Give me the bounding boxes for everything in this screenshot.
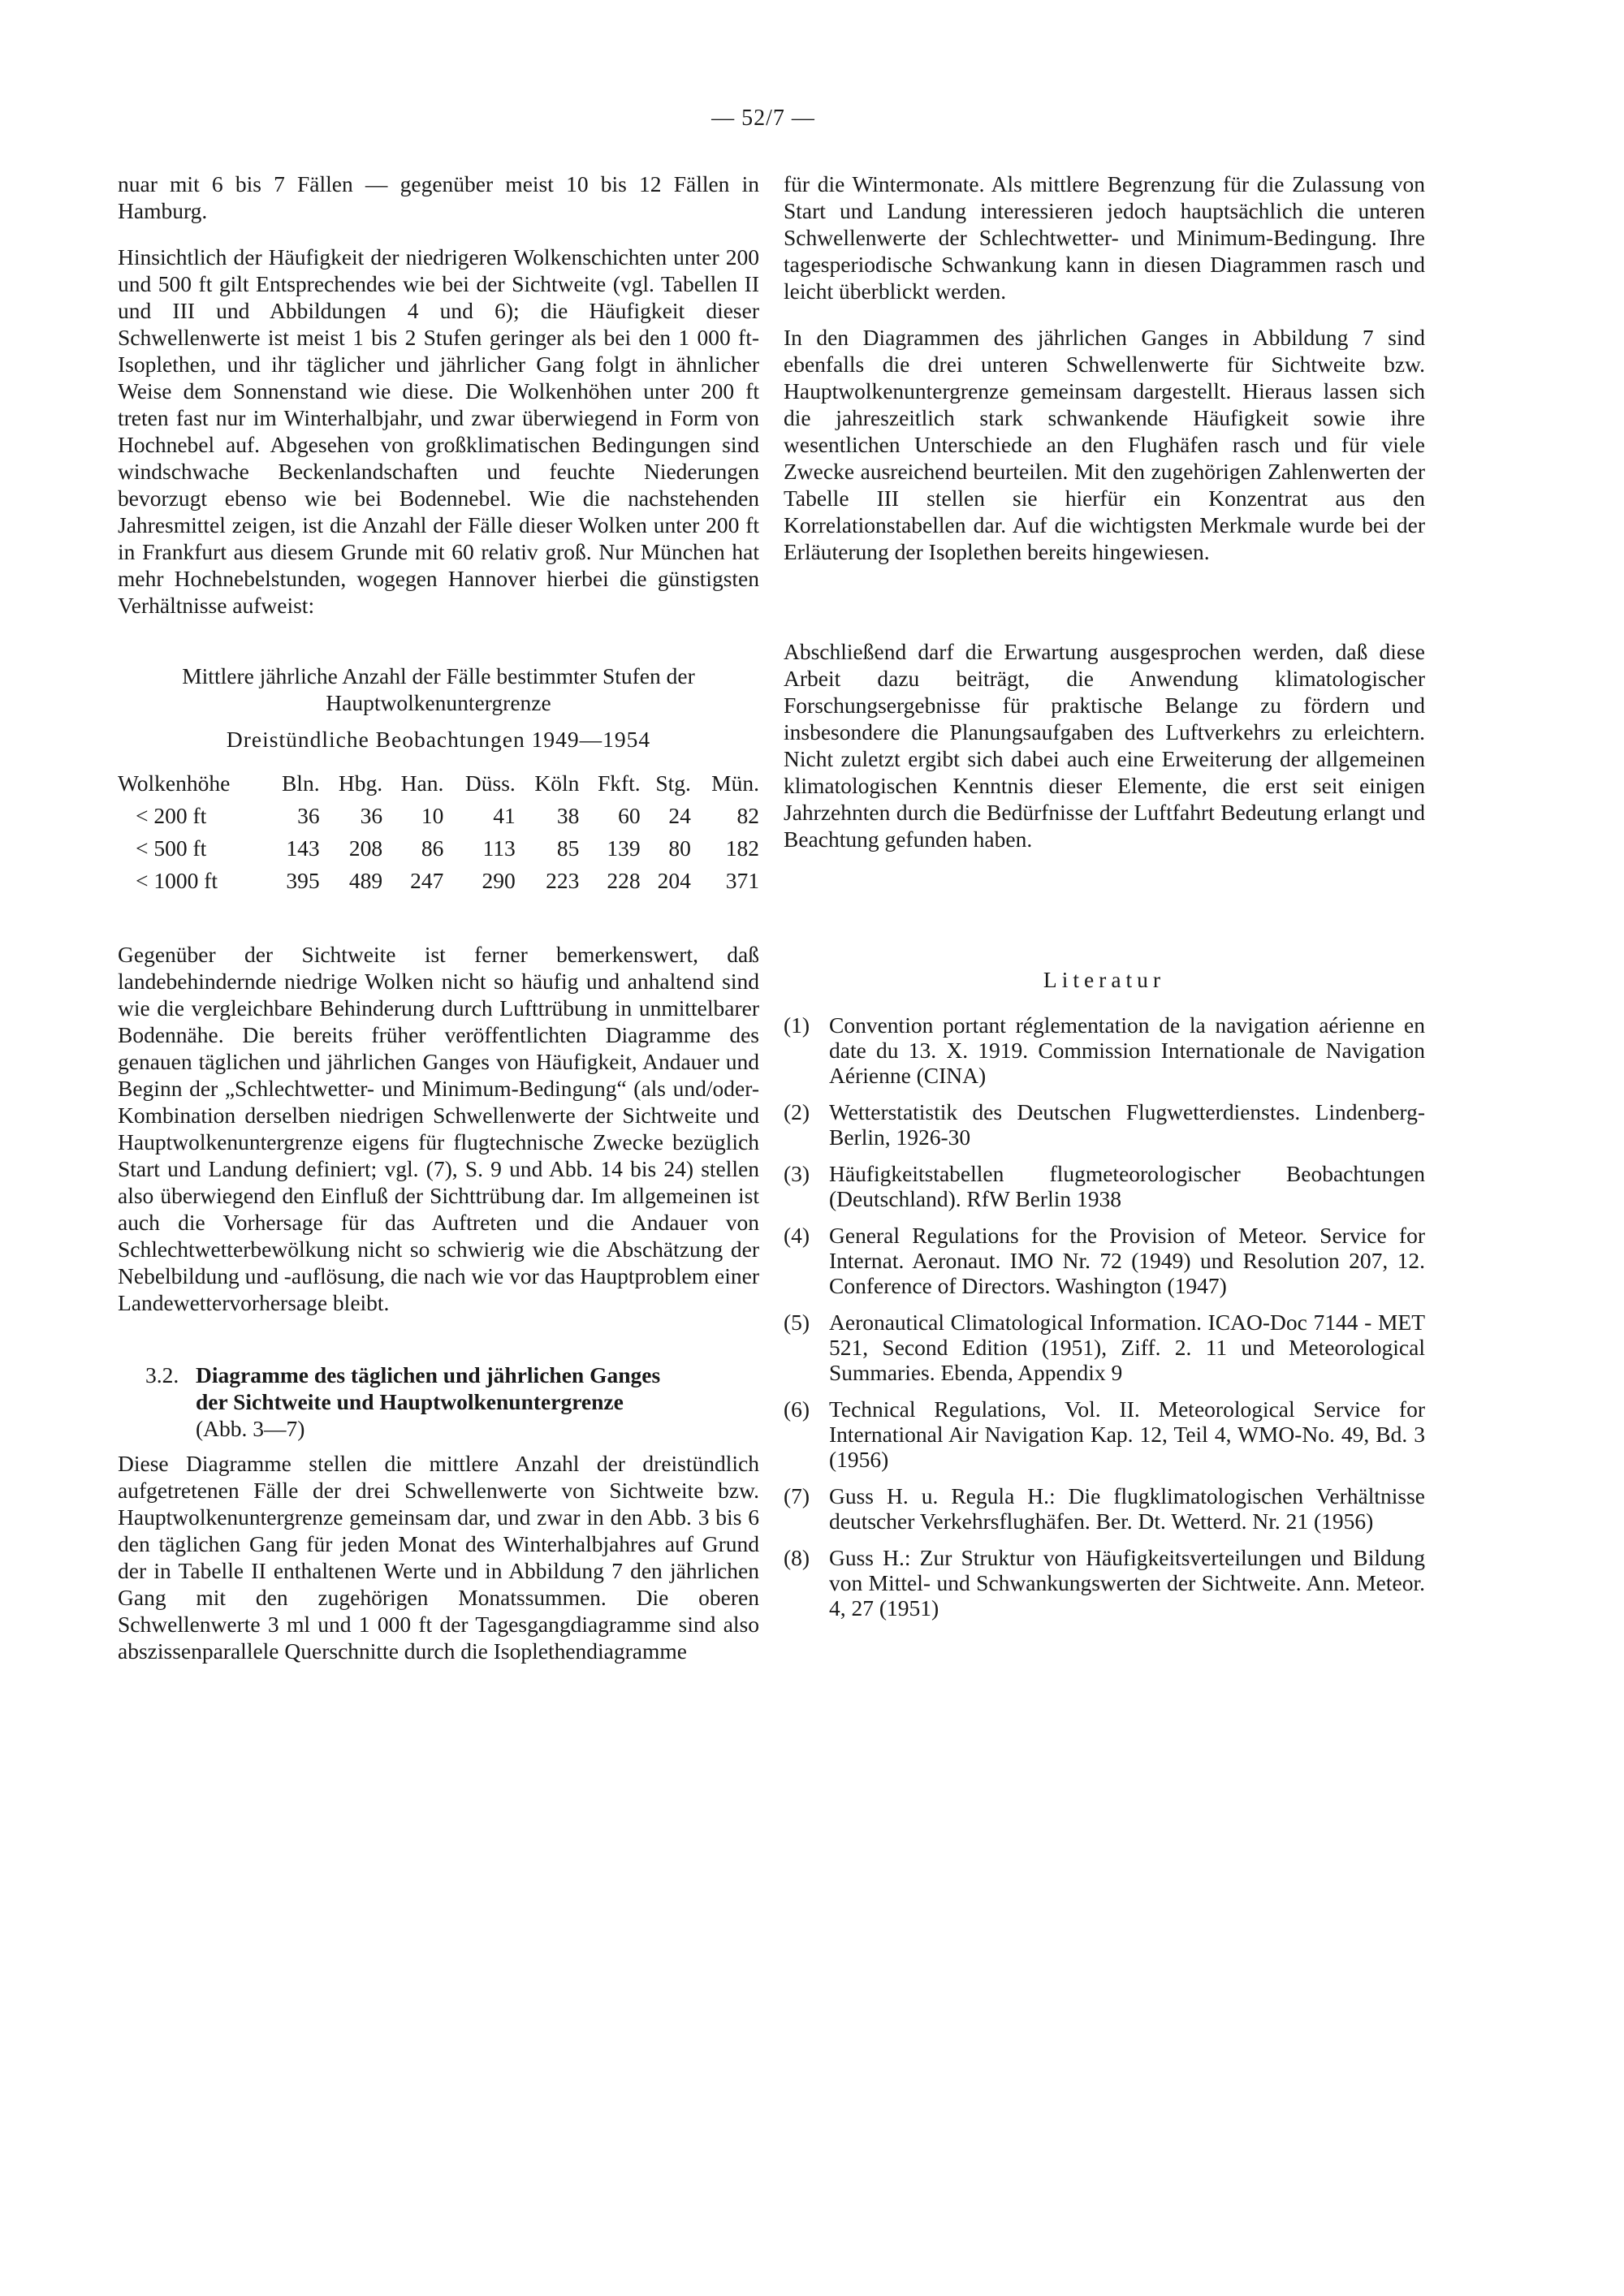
table-cell: 395 [286, 868, 320, 893]
table-header-cell: Bln. [281, 770, 320, 796]
table-cell: 36 [297, 803, 320, 828]
reference-number: (3) [784, 1161, 810, 1186]
table-cell: 41 [493, 803, 516, 828]
cloud-base-table-block [118, 662, 759, 897]
table-cell: < 1000 ft [136, 868, 218, 893]
reference-text: Aeronautical Climatological Information. ICAO-Doc 7144 - MET 521, Second Edition (1951), Ziff. 2. 11 und Meteorological Summaries. Ebenda, Appendix 9 [829, 1310, 1425, 1385]
table-cell: 290 [482, 868, 516, 893]
table-subtitle: Dreistündliche Beobachtungen 1949—1954 [226, 727, 651, 752]
table-cell: 36 [360, 803, 383, 828]
table-cell: 80 [668, 835, 691, 861]
table-header-cell: Köln [534, 770, 580, 796]
table-cell: 182 [725, 835, 759, 861]
reference-number: (5) [784, 1310, 810, 1335]
paragraph: für die Wintermonate. Als mittlere Begrenzung für die Zulassung von Start und Landung interessieren jedoch hauptsächlich die unteren Schwellenwerte der Schlechtwetter- und Minimum-Bedingung. Ihre tagesperiodische Schwankung kann in diesen Diagrammen rasch und leicht überblickt werden. [784, 171, 1425, 304]
reference-text: Guss H. u. Regula H.: Die flugklimatologischen Verhältnisse deutscher Verkehrsflughäfen. Ber. Dt. Wetterd. Nr. 21 (1956) [829, 1483, 1425, 1534]
table-cell: 371 [725, 868, 759, 893]
paragraph: Hinsichtlich der Häufigkeit der niedrigeren Wolkenschichten unter 200 und 500 ft gilt Entsprechendes wie bei der Sichtweite (vgl. Tabellen II und III und Abbildungen 4 und 6); die Häufigkeit dieser Schwellenwerte ist meist 1 bis 2 Stufen geringer als bei den 1 000 ft-Isoplethen, und ihr täglicher und jährlicher Gang folgt in ähnlicher Weise dem Sonnenstand wie diese. Die Wolkenhöhen unter 200 ft treten fast nur im Winterhalbjahr, und zwar überwiegend in Form von Hochnebel auf. Abgesehen von großklimatischen Bedingungen sind windschwache Beckenlandschaften und feuchte Niederungen bevorzugt ebenso wie bei Bodennebel. Wie die nachstehenden Jahresmittel zeigen, ist die Anzahl der Fälle dieser Wolken unter 200 ft in Frankfurt aus diesem Grunde mit 60 relativ groß. Nur München hat mehr Hochnebelstunden, wogegen Hannover hierbei die günstigsten Verhältnisse aufweist: [118, 244, 759, 618]
left-column [118, 170, 759, 1664]
paragraph: Abschließend darf die Erwartung ausgesprochen werden, daß diese Arbeit dazu beiträgt, die Anwendung klimatologischer Forschungsergebnisse für praktische Belange zu fördern und insbesondere die Planungsaufgaben des Luftverkehrs zu erleichtern. Nicht zuletzt ergibt sich dabei auch eine Erweiterung der allgemeinen klimatologischen Kenntnis dieser Elemente, die erst seit einigen Jahrzehnten durch die Bedürfnisse der Luftfahrt Bedeutung erlangt und Beachtung gefunden haben. [784, 639, 1425, 852]
table-header-cell: Han. [400, 770, 444, 796]
reference-item [784, 1545, 1425, 1621]
table-header-cell: Mün. [711, 770, 759, 796]
reference-text: Guss H.: Zur Struktur von Häufigkeitsverteilungen und Bildung von Mittel- und Schwankungswerten der Sichtweite. Ann. Meteor. 4, 27 (1951) [829, 1545, 1425, 1621]
page-number: — 52/7 — [711, 106, 815, 131]
reference-item [784, 1012, 1425, 1088]
table-cell: 24 [668, 803, 691, 828]
table-cell: 60 [618, 803, 641, 828]
table-header-cell: Düss. [464, 770, 516, 796]
reference-text: Technical Regulations, Vol. II. Meteorological Service for International Air Navigation Kap. 12, Teil 4, WMO-No. 49, Bd. 3 (1956) [829, 1396, 1425, 1472]
reference-number: (7) [784, 1483, 810, 1508]
reference-text: General Regulations for the Provision of Meteor. Service for Internat. Aeronaut. IMO Nr. 72 (1949) und Resolution 207, 12. Conference of Directors. Washington (1947) [829, 1223, 1425, 1298]
reference-item [784, 1396, 1425, 1472]
section-title: Diagramme des täglichen und jährlichen Ganges [196, 1362, 661, 1388]
reference-item [784, 1310, 1425, 1385]
reference-list [784, 1012, 1425, 1621]
reference-number: (8) [784, 1545, 810, 1570]
reference-text: Wetterstatistik des Deutschen Flugwetterdienstes. Lindenberg-Berlin, 1926-30 [829, 1099, 1425, 1150]
table-cell: < 500 ft [136, 835, 207, 861]
table-title: Mittlere jährliche Anzahl der Fälle bestimmter Stufen der Hauptwolkenuntergrenze [182, 663, 695, 715]
reference-item [784, 1161, 1425, 1211]
table-header-row [118, 767, 759, 800]
table-cell: 139 [607, 835, 641, 861]
section-figure-ref: (Abb. 3—7) [196, 1416, 305, 1441]
reference-text: Convention portant réglementation de la navigation aérienne en date du 13. X. 1919. Commission Internationale de Navigation Aérienne (CINA) [829, 1012, 1425, 1088]
section-title-continued: der Sichtweite und Hauptwolkenuntergrenze [196, 1389, 624, 1414]
table-header-cell: Wolkenhöhe [118, 770, 231, 796]
paragraph: In den Diagrammen des jährlichen Ganges in Abbildung 7 sind ebenfalls die drei unteren Schwellenwerte für Sichtweite bzw. Hauptwolkenuntergrenze gemeinsam dargestellt. Hieraus lassen sich die jahreszeitlich stark schwankende Häufigkeit sowie ihre wesentlichen Unterschiede an den Flughäfen rasch und für viele Zwecke ausreichend beurteilen. Mit den zugehörigen Zahlenwerten der Tabelle III stellen sie hierfür ein Konzentrat aus den Korrelationstabellen dar. Auf die wichtigsten Merkmale wurde bei der Erläuterung der Isoplethen bereits hingewiesen. [784, 325, 1425, 564]
table-cell: 489 [348, 868, 383, 893]
table-cell: < 200 ft [136, 803, 207, 828]
references-heading: Literatur [1043, 967, 1166, 992]
table-cell: 10 [421, 803, 444, 828]
paragraph: nuar mit 6 bis 7 Fällen — gegenüber meist 10 bis 12 Fällen in Hamburg. [118, 171, 759, 223]
paragraph: Diese Diagramme stellen die mittlere Anzahl der dreistündlich aufgetretenen Fälle der drei Schwellenwerte von Sichtweite bzw. Hauptwolkenuntergrenze gemeinsam dar, und zwar in den Abb. 3 bis 6 den täglichen Gang für jeden Monat des Winterhalbjahres auf Grund der in Tabelle II enthaltenen Werte und in Abbildung 7 den jährlichen Gang mit den zugehörigen Monatssummen. Die oberen Schwellenwerte 3 ml und 1 000 ft der Tagesgangdiagramme sind also abszissenparallele Querschnitte durch die Isoplethendiagramme [118, 1451, 759, 1664]
section-number: 3.2. [145, 1362, 179, 1388]
table-cell: 204 [657, 868, 691, 893]
reference-number: (1) [784, 1012, 810, 1038]
right-column [784, 170, 1425, 1621]
table-cell: 247 [410, 868, 444, 893]
table-cell: 85 [556, 835, 580, 861]
reference-text: Häufigkeitstabellen flugmeteorologischer Beobachtungen (Deutschland). RfW Berlin 1938 [829, 1161, 1425, 1211]
table-cell: 228 [607, 868, 641, 893]
table-header-cell: Stg. [655, 770, 691, 796]
table-header-cell: Hbg. [338, 770, 383, 796]
cloud-base-table [118, 767, 759, 897]
reference-number: (2) [784, 1099, 810, 1124]
reference-item [784, 1099, 1425, 1150]
table-cell: 223 [546, 868, 580, 893]
table-cell: 113 [482, 835, 516, 861]
reference-item [784, 1223, 1425, 1298]
table-cell: 82 [736, 803, 759, 828]
paragraph: Gegenüber der Sichtweite ist ferner bemerkenswert, daß landebehindernde niedrige Wolken nicht so häufig und anhaltend sind wie die vergleichbare Behinderung durch Lufttrübung in unmittelbarer Bodennähe. Die bereits früher veröffentlichten Diagramme des genauen täglichen und jährlichen Ganges von Häufigkeit, Andauer und Beginn der „Schlechtwetter- und Minimum-Bedingung“ (als und/oder-Kombination derselben niedrigen Schwellenwerte der Sichtweite und Hauptwolkenuntergrenze eigens für flugtechnische Zwecke bezüglich Start und Landung definiert; vgl. (7), S. 9 und Abb. 14 bis 24) stellen also überwiegend den Einfluß der Sichttrübung dar. Im allgemeinen ist auch die Vorhersage für das Auftreten und die Andauer von Schlechtwetterbewölkung nicht so schwierig wie die Abschätzung der Nebelbildung und -auflösung, die nach wie vor das Hauptproblem einer Landewettervorhersage bleibt. [118, 942, 759, 1315]
reference-number: (6) [784, 1396, 810, 1422]
table-cell: 208 [348, 835, 383, 861]
table-row [118, 865, 759, 897]
table-cell: 143 [286, 835, 320, 861]
table-row [118, 832, 759, 865]
table-row [118, 800, 759, 832]
table-cell: 86 [421, 835, 444, 861]
reference-number: (4) [784, 1223, 810, 1248]
table-cell: 38 [556, 803, 580, 828]
section-heading [118, 1362, 759, 1442]
reference-item [784, 1483, 1425, 1534]
table-header-cell: Fkft. [597, 770, 641, 796]
